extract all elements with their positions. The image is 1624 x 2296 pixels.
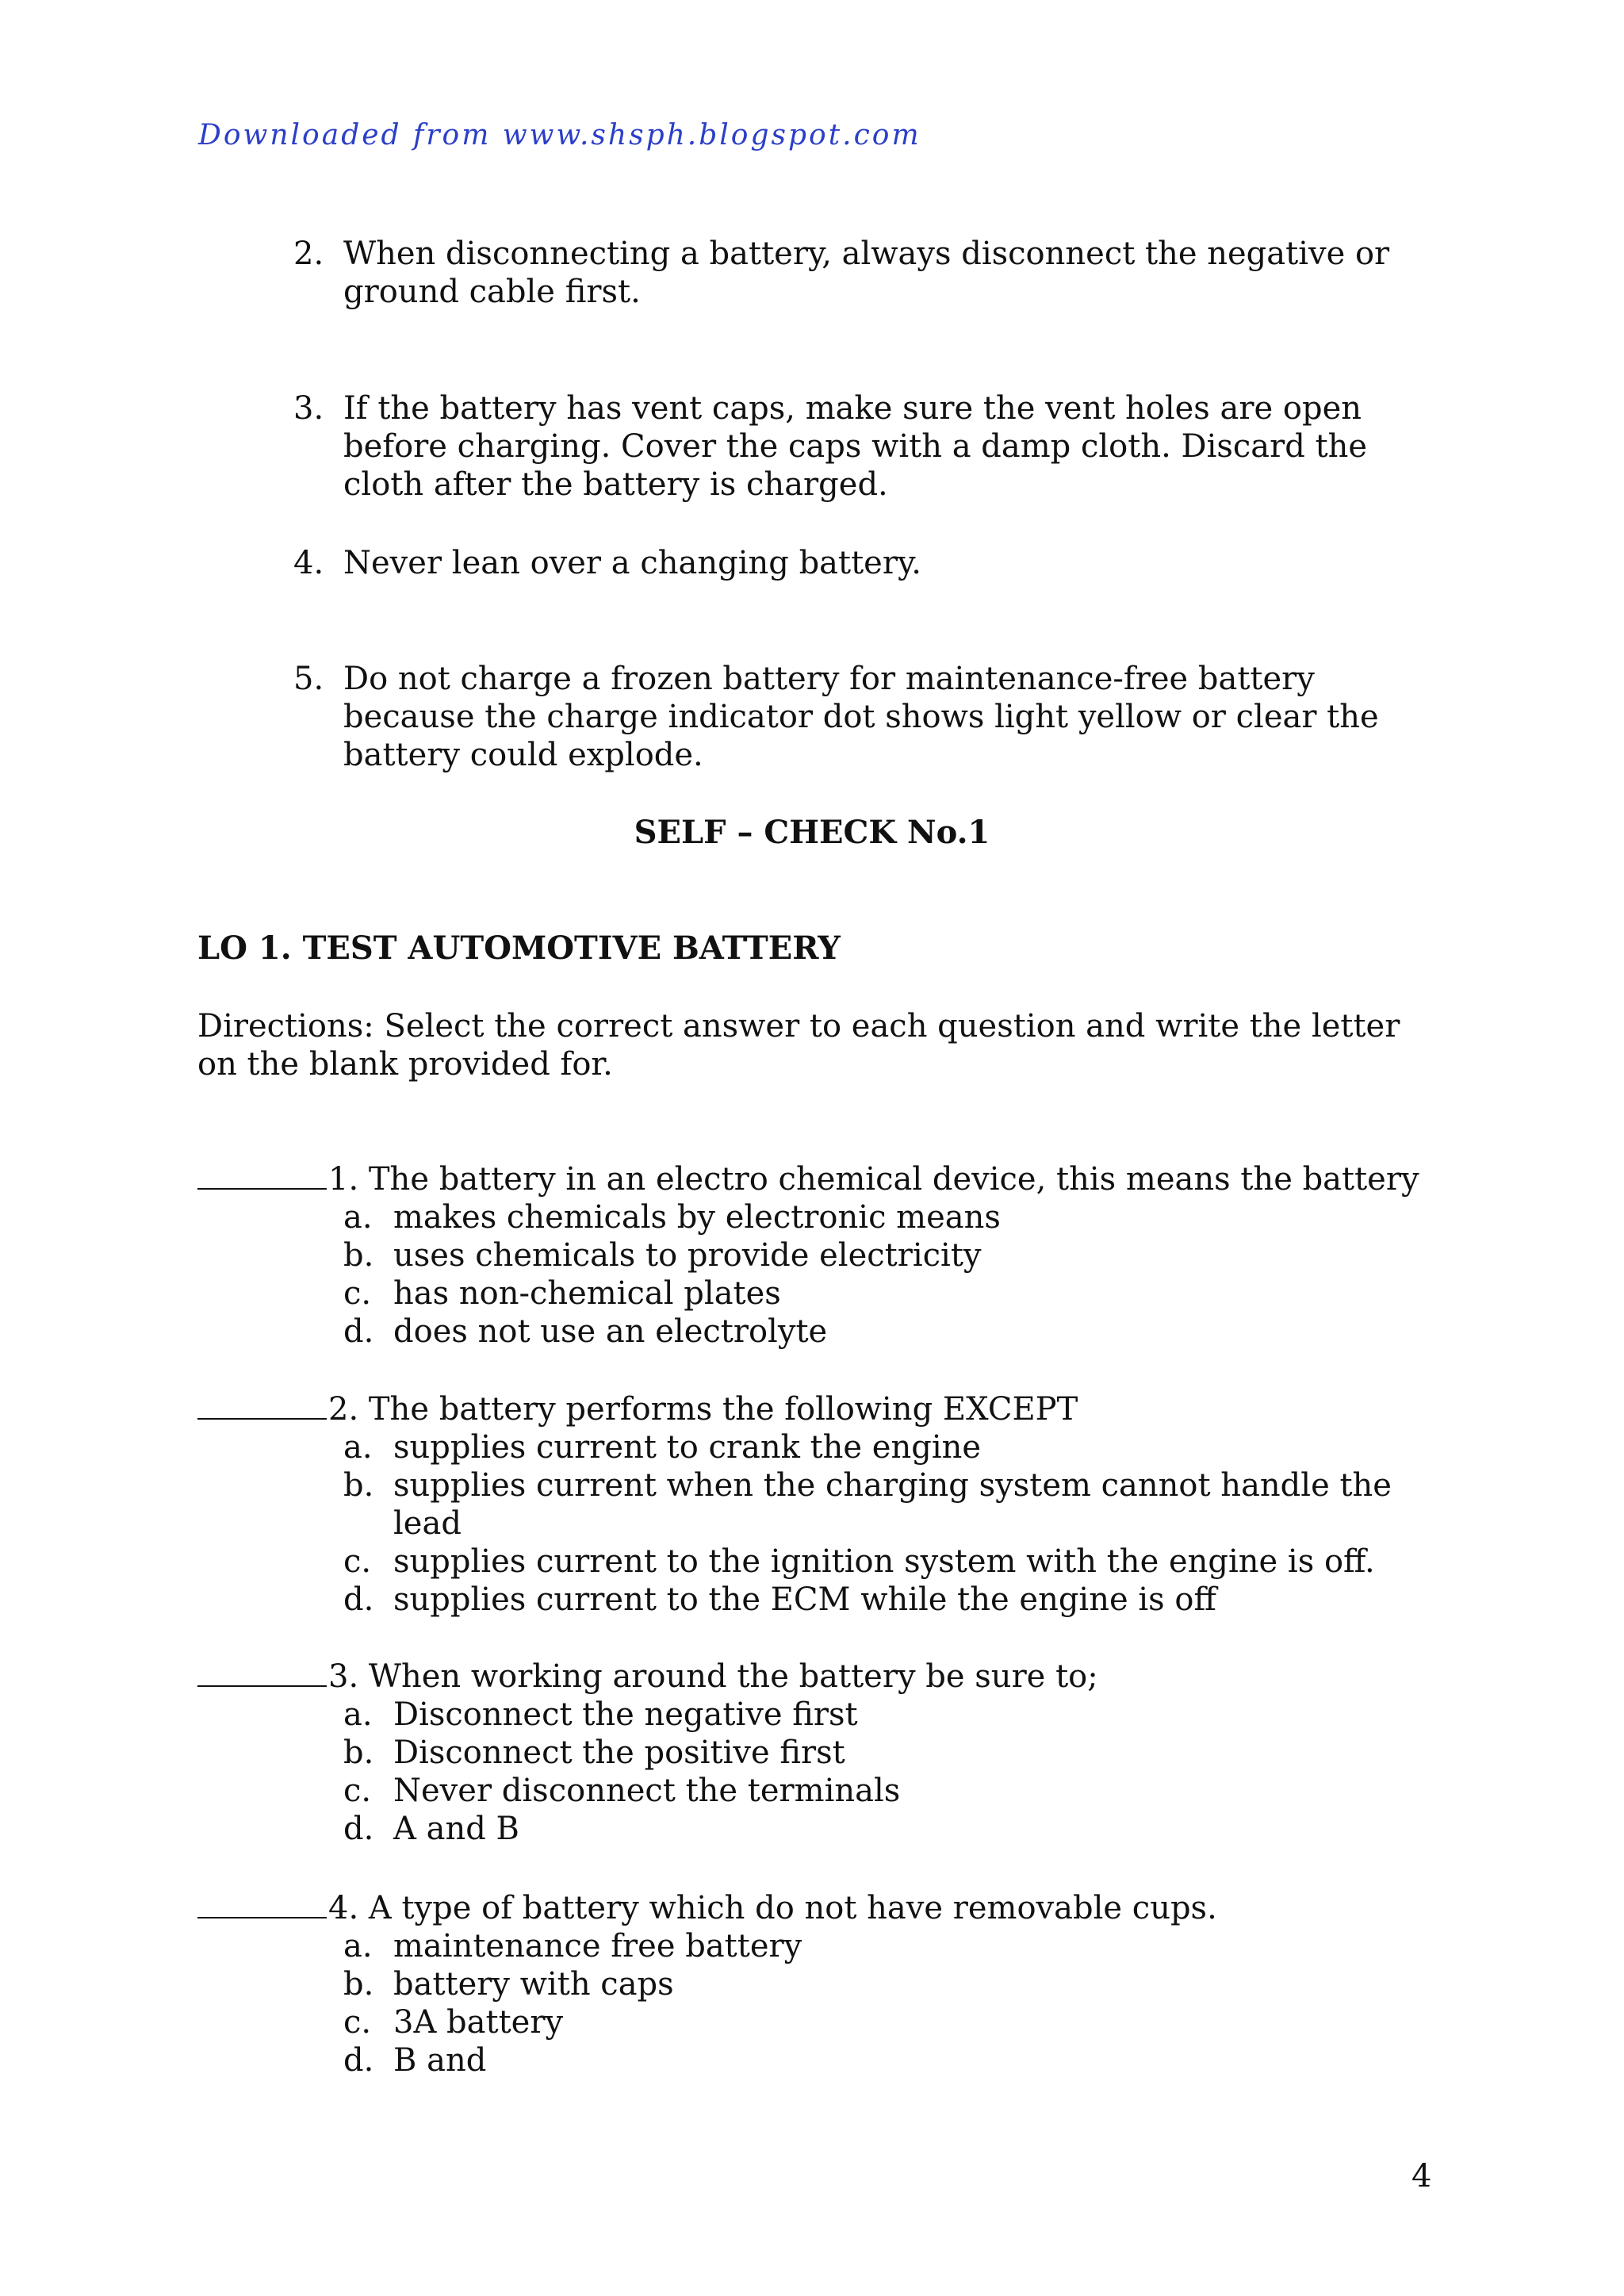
option-letter: a. [343, 1199, 373, 1236]
item-number: 4. [293, 545, 324, 581]
question-text: 3. When working around the battery be sure to; [328, 1658, 1098, 1695]
option-letter: d. [343, 1313, 374, 1350]
option-text: Disconnect the negative first [393, 1696, 858, 1733]
option-text: battery with caps [393, 1966, 674, 2003]
option-letter: d. [343, 1581, 374, 1618]
item-text: When disconnecting a battery, always disconnect the negative or ground cable first. [343, 236, 1390, 310]
option-letter: b. [343, 1467, 374, 1504]
source-watermark: Downloaded from www.shsph.blogspot.com [198, 119, 921, 151]
answer-blank[interactable] [197, 1916, 327, 1918]
page-number: 4 [1411, 2158, 1432, 2194]
option-letter: b. [343, 1966, 374, 2003]
option-text: uses chemicals to provide electricity [393, 1237, 982, 1274]
question-stem [197, 1390, 1078, 1428]
option-text: supplies current to the ECM while the engine is off [393, 1581, 1216, 1618]
option-text: has non-chemical plates [393, 1275, 781, 1312]
lo-title: LO 1. TEST AUTOMOTIVE BATTERY [197, 930, 841, 967]
directions-text: Directions: Select the correct answer to each question and write the letter on the blank provided for. [197, 1008, 1400, 1083]
question-text: 2. The battery performs the following EXCEPT [328, 1391, 1078, 1428]
answer-blank[interactable] [197, 1187, 327, 1190]
option-text: B and [393, 2042, 487, 2079]
option-letter: c. [343, 1543, 372, 1580]
option-letter: d. [343, 2042, 374, 2079]
option-text: supplies current when the charging system cannot handle the lead [393, 1467, 1392, 1542]
option-text: Disconnect the positive first [393, 1734, 845, 1771]
question-stem [197, 1658, 1098, 1696]
answer-blank[interactable] [197, 1685, 327, 1687]
item-number: 2. [293, 236, 324, 272]
option-letter: d. [343, 1811, 374, 1847]
option-letter: a. [343, 1429, 373, 1466]
option-text: Never disconnect the terminals [393, 1773, 901, 1809]
question-stem [197, 1160, 1419, 1198]
item-number: 3. [293, 390, 324, 427]
item-text: Never lean over a changing battery. [343, 545, 921, 581]
option-letter: c. [343, 2004, 372, 2041]
option-letter: a. [343, 1928, 373, 1964]
question-text: 4. A type of battery which do not have removable cups. [328, 1890, 1217, 1926]
option-letter: a. [343, 1696, 373, 1733]
option-text: maintenance free battery [393, 1928, 802, 1964]
option-letter: c. [343, 1275, 372, 1312]
item-text: Do not charge a frozen battery for maintenance-free battery because the charge indicator dot shows light yellow or clear the battery could explode. [343, 661, 1379, 773]
option-text: does not use an electrolyte [393, 1313, 828, 1350]
question-text: 1. The battery in an electro chemical device, this means the battery [328, 1161, 1419, 1198]
option-text: supplies current to crank the engine [393, 1429, 982, 1466]
option-text: supplies current to the ignition system with the engine is off. [393, 1543, 1375, 1580]
option-text: makes chemicals by electronic means [393, 1199, 1001, 1236]
option-letter: b. [343, 1734, 374, 1771]
self-check-title: SELF – CHECK No.1 [634, 814, 990, 851]
option-text: 3A battery [393, 2004, 564, 2041]
option-letter: c. [343, 1773, 372, 1809]
item-number: 5. [293, 661, 324, 697]
option-text: A and B [393, 1811, 519, 1847]
option-letter: b. [343, 1237, 374, 1274]
answer-blank[interactable] [197, 1417, 327, 1420]
item-text: If the battery has vent caps, make sure the vent holes are open before charging. Cover the caps with a damp cloth. Discard the cloth after the battery is charged. [343, 390, 1368, 503]
question-stem [197, 1889, 1217, 1927]
